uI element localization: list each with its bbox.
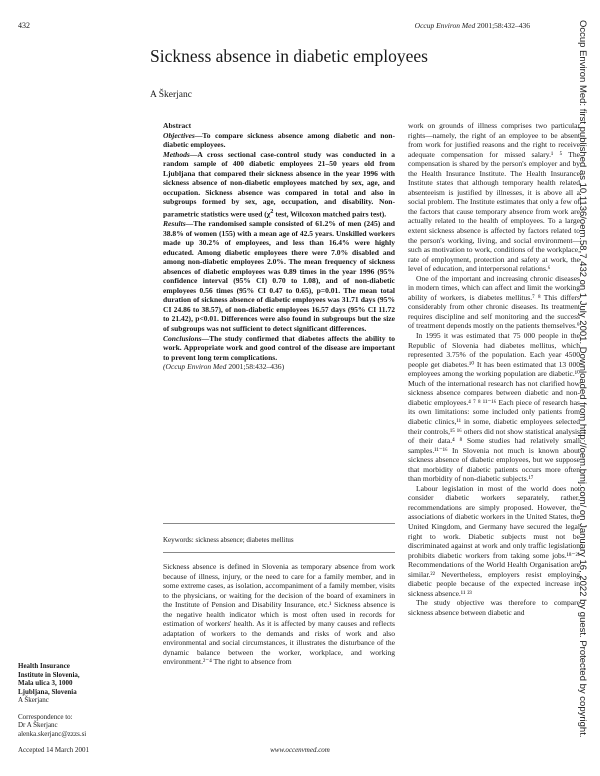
body-column-right (408, 121, 580, 617)
methods-superscript: 2 (270, 207, 274, 215)
page-number: 432 (18, 21, 30, 30)
objectives-label: Objectives (163, 130, 195, 140)
methods-text-end: test, Wilcoxon matched pairs test). (273, 209, 387, 219)
affiliation-line: Mala ulica 3, 1000 (18, 679, 73, 687)
accepted-date: Accepted 14 March 2001 (18, 746, 89, 754)
copyright-sidebar: Occup Environ Med: first published as 10.1136/oem.58.7.432 on 1 July 2001. Downloaded from http://oem.bmj.com/ on January 16, 2022 by guest. Protected by copyright. (577, 20, 588, 738)
body-column-left (163, 562, 395, 667)
affiliation-author: A Škerjanc (18, 696, 49, 704)
objectives-text: —To compare sickness absence among diabetic and non-diabetic employees. (163, 130, 395, 150)
correspondence-name: Dr A Škerjanc (18, 721, 58, 729)
affiliation-line: Ljubljana, Slovenia (18, 687, 77, 696)
abstract-cite-rest: 2001;58:432–436) (226, 362, 285, 372)
journal-citation: 2001;58:432–436 (477, 21, 530, 30)
body-paragraph: In 1995 it was estimated that 75 000 people in the Republic of Slovenia had diabetes mellitus, which represented 3.75% of the population. Each year 4500 people get diabetes.¹⁰ It has been estimated that 13 000 employees among the working population are diabetic.¹⁰ Much of the international research has not clarified how sickness absence compares between diabetic and non-diabetic employees.⁴ ⁷ ⁸ ¹¹⁻¹⁶ Each piece of research has its own limitations: some included only patients from diabetic clinics,¹¹ in some, diabetic employees selected their controls,¹⁵ ¹⁶ others did not show statistical analysis of their data.⁴ ⁸ Some studies had relatively small samples.¹¹⁻¹⁶ In Slovenia not much is known about sickness absence of diabetic employees, but we suppose that morbidity of diabetic patients occurs more often than morbidity of non-diabetic subjects.¹⁷ (408, 331, 580, 484)
affiliation-line: Institute in Slovenia, (18, 670, 80, 679)
correspondence-label: Correspondence to: (18, 712, 73, 721)
abstract-citation (163, 362, 395, 372)
body-paragraph: Labour legislation in most of the world does not consider diabetic workers separately, rather, recommendations are simply proposed. However, the associations of diabetic workers in the United States, the United Kingdom, and Germany have secured the legal right to work. Diabetic subjects must not be discriminated against at work and only traffic legislation prohibits diabetic workers from taking some jobs.¹⁸⁻²¹ Recommendations of the World Health Organisation are similar.²² Nevertheless, employers resist employing diabetic people because of the expected increase in sickness absence.¹¹ ²³ (408, 483, 580, 598)
body-paragraph: The study objective was therefore to compare sickness absence between diabetic and (408, 598, 580, 617)
journal-name: Occup Environ Med (414, 21, 476, 30)
divider-top (163, 523, 395, 524)
methods-text: —A cross sectional case-control study was conducted in a random sample of 400 diabetic employees 21–50 years old from Ljubljana that compared their sickness absence in the year 1996 with sickness absence of non-diabetic employees matched by sex, age, and occupation. Sickness absence was compared in total and also in subgroups formed by sex, age, occupation, and disability. Non-parametric statistics were used (χ (163, 149, 395, 219)
body-paragraph: work on grounds of illness comprises two particular rights—namely, the right of an employee to be absent from work for justified reasons and the right to receive adequate compensation for missed salary.¹ ⁵ The compensation is shared by the person's employer and by the Health Insurance Institute. The Health Insurance Institute states that although temporary health related absenteeism is justified by illnesses, it is above all a social problem. The Institute estimates that only a few of the factors that cause temporary absence from work are actually related to the health of employees. To a large extent sickness absence is affected by factors related to the person's working, living, and social environment—such as motivation to work, conditions of the workplace, rate of employment, protection and safety at work, the level of education, and interpersonal relations.⁶ (408, 121, 580, 274)
conclusions-text: —The study confirmed that diabetes affects the ability to work. Appropriate work and good control of the disease are important to prevent long term complications. (163, 333, 395, 362)
results-text: —The randomised sample consisted of 61.2% of men (245) and 38.8% of women (155) with a mean age of 42.5 years. Unskilled workers made up 30.2% of employees, and less than 16.4% were highly educated. Among diabetic employees there were 7.0% disabled and among non-diabetic employees 2.0%. The mean frequency of sickness absences of diabetic employees was 0.89 times in the year 1996 (95% confidence interval (95% CI) 0.70 to 1.08), and of non-diabetic employees 0.56 times (95% CI 0.47 to 0.65), p=0.01. The mean total duration of sickness absence of diabetic employees was 31.71 days (95% CI 24.86 to 38.57), of non-diabetic employees 16.57 days (95% CI 11.72 to 21.42), p<0.01. Differences were also found in subgroups but the size of subgroups was not sufficient to detect significant differences. (163, 218, 395, 333)
body-paragraph: One of the important and increasing chronic diseases in modern times, which can affect and limit the working ability of workers, is diabetes mellitus.⁷ ⁸ This differs considerably from other chronic diseases. Its treatment requires discipline and self monitoring and the success of treatment depends mostly on the patients themselves.⁹ (408, 273, 580, 331)
running-header (415, 21, 530, 30)
footer-url[interactable]: www.occenvmed.com (270, 746, 330, 754)
divider-bottom (163, 552, 395, 553)
abstract-heading: Abstract (163, 121, 192, 130)
body-paragraph: Sickness absence is defined in Slovenia as temporary absence from work because of illness, injury, or the need to care for a family member, and in some extreme cases, as isolation, accompaniment of a family member, visits to the physicians, or waiting for the decision of the board of examiners in the Institute of Pension and Disability Insurance, etc.¹ Sickness absence is the negative health indicator which is most often used in records for estimation of workers' health. As it is affected by many causes and reflects adaptation of workers to the demands and risks of work and also environmental and social circumstances, it illustrates the disturbance of the dynamic balance between the worker, workplace, and working environment.²⁻⁴ The right to absence from (163, 562, 395, 667)
author-name: A Škerjanc (150, 90, 192, 100)
results-label: Results (163, 218, 186, 228)
affiliation-line: Health Insurance (18, 662, 70, 670)
conclusions-label: Conclusions (163, 333, 202, 343)
abstract (163, 121, 395, 372)
correspondence-email[interactable]: alenka.skerjanc@zzzs.si (18, 729, 87, 738)
abstract-cite-journal: (Occup Environ Med (163, 362, 227, 372)
keywords: Keywords: sickness absence; diabetes mellitus (163, 536, 294, 544)
author-affiliation (18, 662, 150, 755)
methods-label: Methods (163, 149, 190, 159)
article-title: Sickness absence in diabetic employees (150, 46, 428, 66)
